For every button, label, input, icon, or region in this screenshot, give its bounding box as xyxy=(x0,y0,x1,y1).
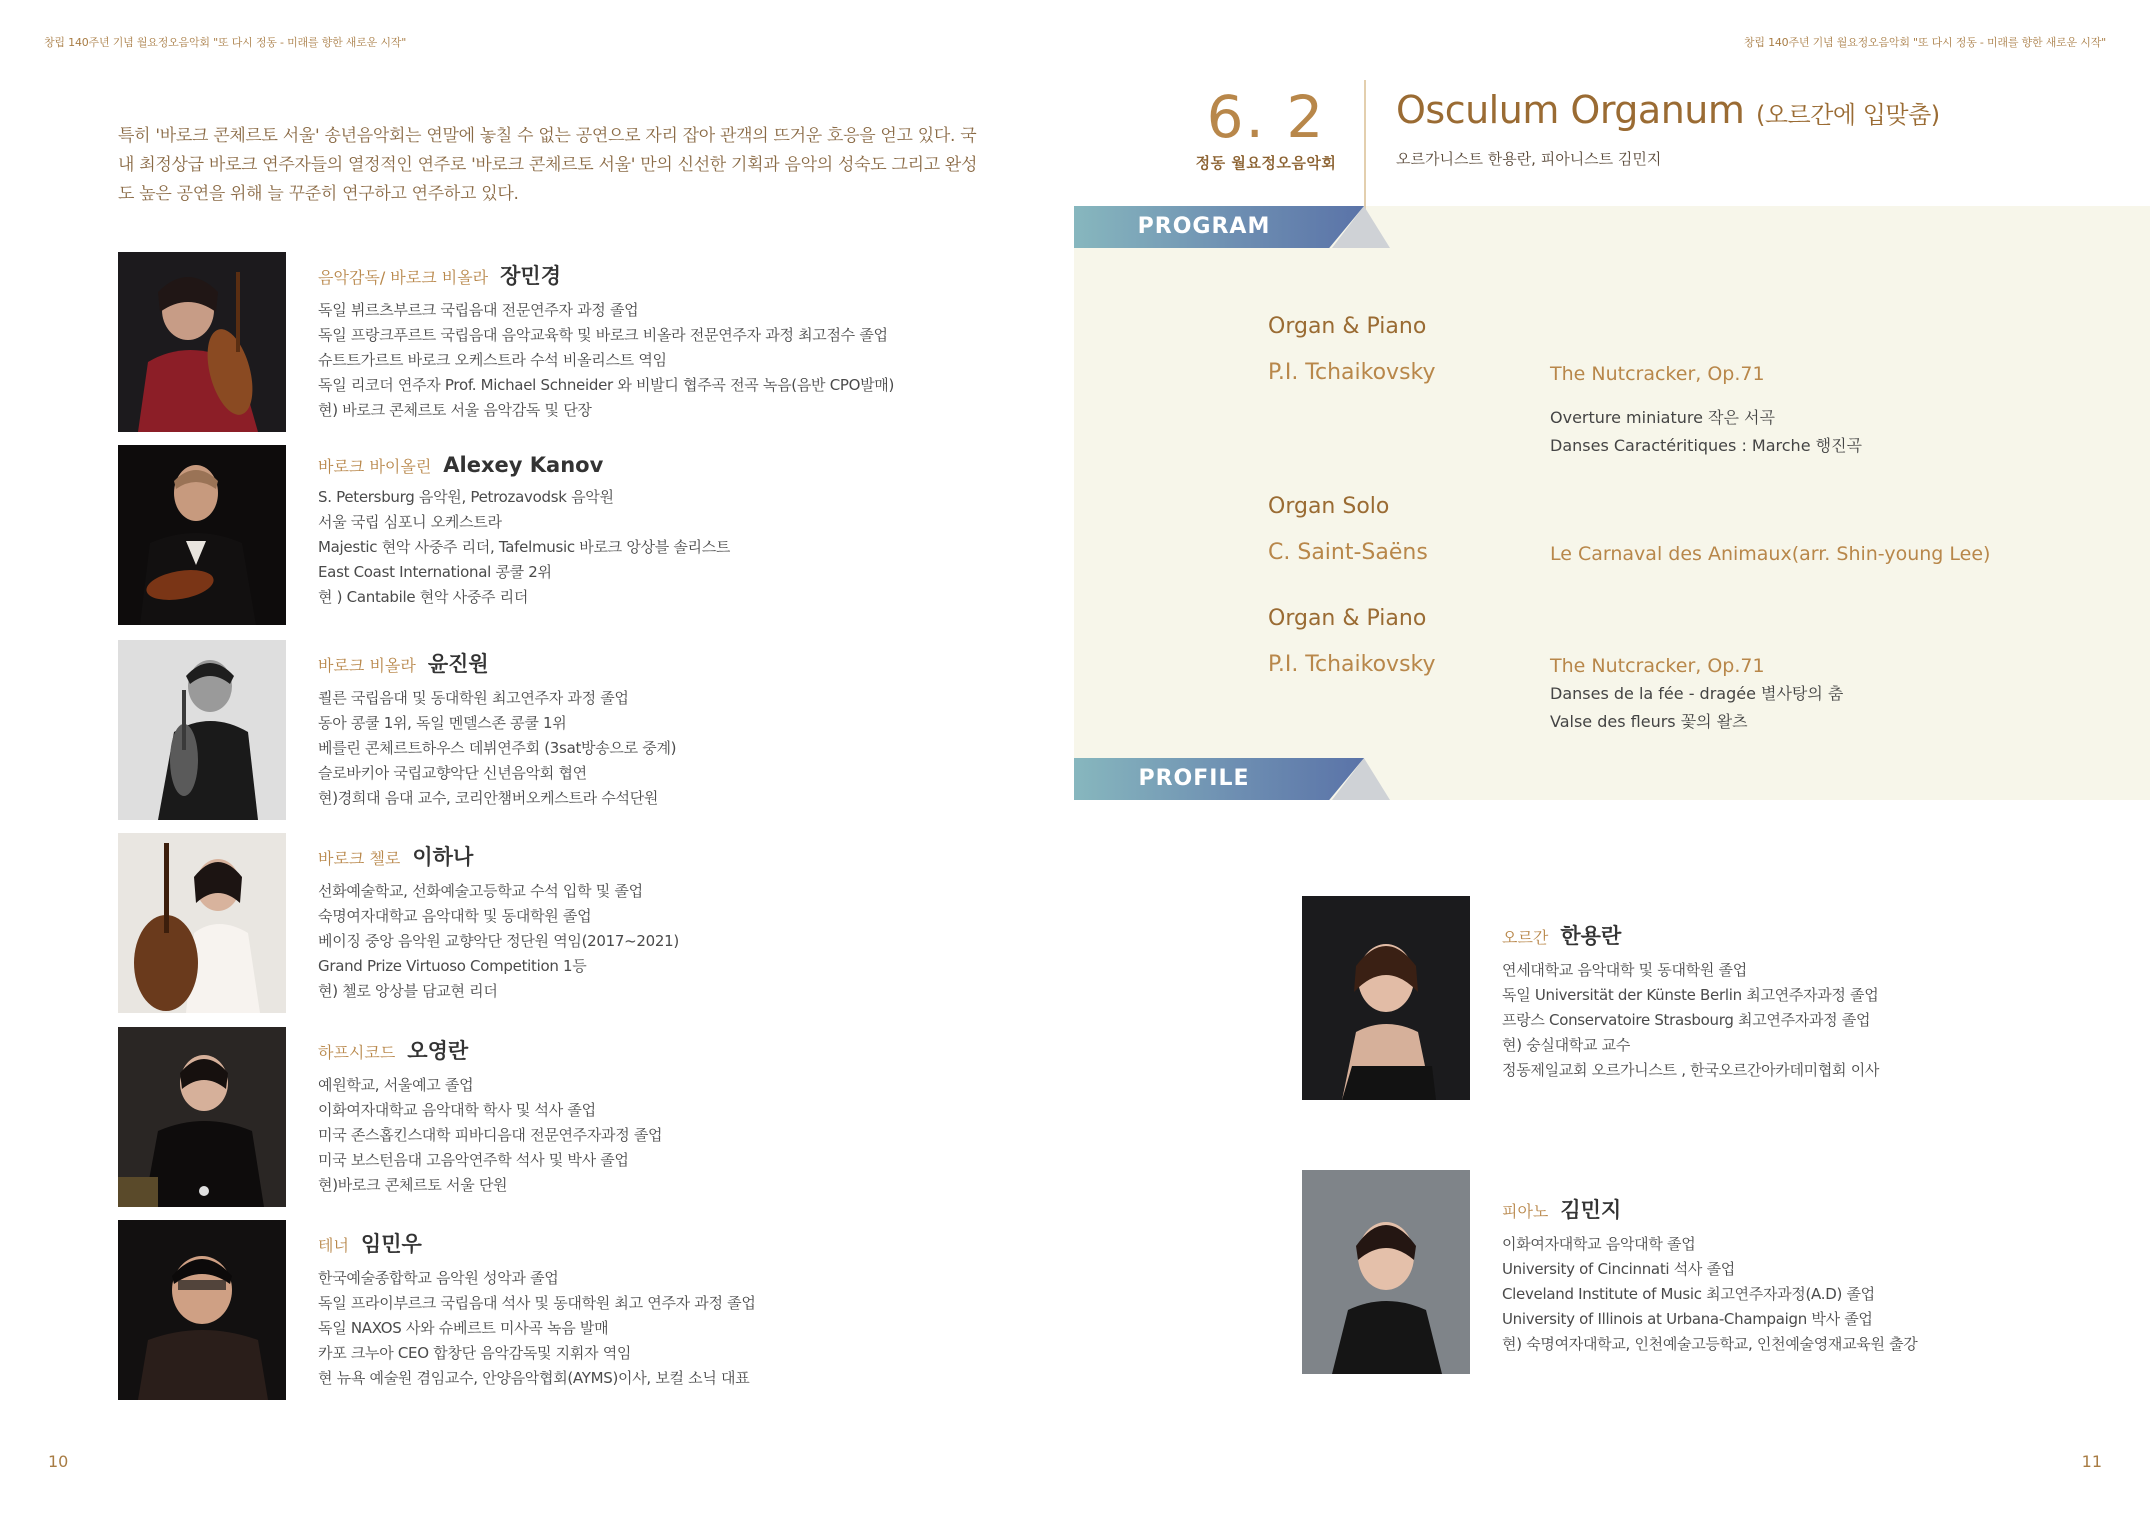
program-work: Le Carnaval des Animaux(arr. Shin-young Lee) xyxy=(1550,543,1991,565)
running-header-left: 창립 140주년 기념 월요정오음악회 "또 다시 정동 - 미래를 향한 새로운 시작" xyxy=(44,36,407,49)
member-bio-line: Majestic 현악 사중주 리더, Tafelmusic 바로크 앙상블 솔리스트 xyxy=(318,538,731,556)
member-bio-line: 독일 리코더 연주자 Prof. Michael Schneider 와 비발디 협주곡 전곡 녹음(음반 CPO발매) xyxy=(318,376,895,394)
profile-bio-line: 정동제일교회 오르가니스트 , 한국오르간아카데미협회 이사 xyxy=(1502,1061,1880,1079)
program-composer: P.I. Tchaikovsky xyxy=(1268,360,1436,385)
member-bio-line: 카포 크누아 CEO 합창단 음악감독및 지휘자 역임 xyxy=(318,1344,632,1362)
concert-title xyxy=(1396,88,1940,132)
member-bio-line: East Coast International 콩쿨 2위 xyxy=(318,563,552,581)
profile-role: 피아노 xyxy=(1502,1202,1549,1221)
intro-paragraph: 특히 '바로크 콘체르토 서울' 송년음악회는 연말에 놓칠 수 없는 공연으로 자리 잡아 관객의 뜨거운 호응을 얻고 있다. 국내 최정상급 바로크 연주자들의 열정적인 연주로 '바로크 콘체르토 서울' 만의 신선한 기획과 음악의 성숙도 그리고 완성도 높은 공연을 위해 늘 꾸준히 연구하고 연주하고 있다. xyxy=(118,126,978,204)
program-tag xyxy=(1074,206,1388,248)
member-bio-line: Grand Prize Virtuoso Competition 1등 xyxy=(318,957,587,975)
member-bio-line: 미국 보스턴음대 고음악연주학 석사 및 박사 졸업 xyxy=(318,1151,629,1169)
date-divider xyxy=(1364,80,1366,210)
profile-bio-line: University of Cincinnati 석사 졸업 xyxy=(1502,1260,1735,1278)
member-bio-line: 서울 국립 심포니 오케스트라 xyxy=(318,513,502,531)
program-movement: Overture miniature 작은 서곡 xyxy=(1550,408,1775,427)
concert-series: 정동 월요정오음악회 xyxy=(1195,154,1337,172)
profile-name: 김민지 xyxy=(1560,1198,1622,1222)
profile-bio-line: Cleveland Institute of Music 최고연주자과정(A.D) 졸업 xyxy=(1502,1285,1875,1303)
member-role: 바로크 바이올린 xyxy=(318,457,432,476)
member-bio-line: 이화여자대학교 음악대학 학사 및 석사 졸업 xyxy=(318,1101,596,1119)
member-bio-line: 독일 프라이부르크 국립음대 석사 및 동대학원 최고 연주자 과정 졸업 xyxy=(318,1294,756,1312)
member-bio-line: 독일 뷔르츠부르크 국립음대 전문연주자 과정 졸업 xyxy=(318,301,639,319)
member-bio-line: 현) 첼로 앙상블 담교현 리더 xyxy=(318,982,498,1000)
profile-bio-line: 현) 숭실대학교 교수 xyxy=(1502,1036,1631,1054)
member-name: 윤진원 xyxy=(427,652,489,676)
member-name: 장민경 xyxy=(500,264,561,288)
profile-card xyxy=(1302,1170,2142,1374)
profile-tag xyxy=(1074,758,1388,800)
profile-bio-line: 독일 Universität der Künste Berlin 최고연주자과정 졸업 xyxy=(1502,986,1879,1004)
member-card xyxy=(118,833,938,1013)
profile-name: 한용란 xyxy=(1560,924,1622,948)
program-movement: Valse des fleurs 꽃의 왈츠 xyxy=(1550,712,1748,731)
member-card xyxy=(118,445,938,625)
member-card xyxy=(118,252,938,432)
member-bio-line: 예원학교, 서울예고 졸업 xyxy=(318,1076,474,1094)
member-photo-cellist xyxy=(118,833,286,1013)
program-movement: Danses Caractéritiques : Marche 행진곡 xyxy=(1550,436,1862,455)
member-bio-line: S. Petersburg 음악원, Petrozavodsk 음악원 xyxy=(318,488,614,506)
member-role: 바로크 비올라 xyxy=(318,656,416,675)
member-bio-line: 독일 NAXOS 사와 슈베르트 미사곡 녹음 발매 xyxy=(318,1319,609,1337)
member-card xyxy=(118,1027,938,1207)
profile-bio-line: 현) 숙명여자대학교, 인천예술고등학교, 인천예술영재교육원 출강 xyxy=(1502,1335,1918,1353)
member-bio-line: 쾰른 국립음대 및 동대학원 최고연주자 과정 졸업 xyxy=(318,689,629,707)
member-photo-tenor xyxy=(118,1220,286,1400)
concert-title-main: Osculum Organum xyxy=(1396,88,1745,132)
profile-bio-line: 프랑스 Conservatoire Strasbourg 최고연주자과정 졸업 xyxy=(1502,1011,1871,1029)
member-role: 음악감독/ 바로크 비올라 xyxy=(318,268,489,287)
member-role: 하프시코드 xyxy=(318,1043,396,1062)
program-composer: C. Saint-Saëns xyxy=(1268,540,1428,565)
member-name: 이하나 xyxy=(412,845,474,869)
member-role: 바로크 첼로 xyxy=(318,849,401,868)
member-photo-violinist xyxy=(118,445,286,625)
profile-card xyxy=(1302,896,2142,1100)
member-bio-line: 베이징 중앙 음악원 교향악단 정단원 역임(2017~2021) xyxy=(318,932,679,950)
concert-performers: 오르가니스트 한용란, 피아니스트 김민지 xyxy=(1396,150,1662,168)
member-name: Alexey Kanov xyxy=(443,453,604,477)
page-number-right: 11 xyxy=(2081,1452,2102,1471)
member-name: 오영란 xyxy=(407,1039,469,1063)
program-work: The Nutcracker, Op.71 xyxy=(1550,363,1765,385)
member-bio-line: 선화예술학교, 선화예술고등학교 수석 입학 및 졸업 xyxy=(318,882,643,900)
profile-role: 오르간 xyxy=(1502,928,1549,947)
profile-bio-line: 연세대학교 음악대학 및 동대학원 졸업 xyxy=(1502,961,1747,979)
program-tag-label: PROGRAM xyxy=(1137,214,1271,239)
concert-date-block xyxy=(1180,82,1352,173)
member-card xyxy=(118,640,938,820)
member-bio-line: 슬로바키아 국립교향악단 신년음악회 협연 xyxy=(318,764,587,782)
profile-tag-label: PROFILE xyxy=(1138,766,1250,791)
running-header-right: 창립 140주년 기념 월요정오음악회 "또 다시 정동 - 미래를 향한 새로운 시작" xyxy=(1743,36,2106,49)
program-section-heading: Organ & Piano xyxy=(1268,314,1427,339)
profile-photo-organist xyxy=(1302,896,1470,1100)
member-photo-violist xyxy=(118,640,286,820)
program-movement: Danses de la fée - dragée 별사탕의 춤 xyxy=(1550,684,1844,703)
page-number-left: 10 xyxy=(48,1452,69,1471)
member-bio-line: 현 ) Cantabile 현악 사중주 리더 xyxy=(318,588,529,606)
member-bio-line: 현 뉴욕 예술원 겸임교수, 안양음악협회(AYMS)이사, 보컬 소닉 대표 xyxy=(318,1369,750,1387)
member-bio-line: 미국 존스홉킨스대학 피바디음대 전문연주자과정 졸업 xyxy=(318,1126,663,1144)
program-work: The Nutcracker, Op.71 xyxy=(1550,655,1765,677)
member-bio-line: 현)경희대 음대 교수, 코리안챔버오케스트라 수석단원 xyxy=(318,789,659,807)
member-role: 테너 xyxy=(318,1236,349,1255)
profile-photo-pianist xyxy=(1302,1170,1470,1374)
member-card xyxy=(118,1220,938,1400)
member-bio-line: 현)바로크 콘체르토 서울 단원 xyxy=(318,1176,508,1194)
member-bio-line: 독일 프랑크푸르트 국립음대 음악교육학 및 바로크 비올라 전문연주자 과정 최고점수 졸업 xyxy=(318,326,888,344)
concert-title-sub: (오르간에 입맞춤) xyxy=(1755,101,1940,129)
member-bio-line: 한국예술종합학교 음악원 성악과 졸업 xyxy=(318,1269,559,1287)
member-photo-violist xyxy=(118,252,286,432)
profile-bio-line: 이화여자대학교 음악대학 졸업 xyxy=(1502,1235,1696,1253)
member-bio-line: 현) 바로크 콘체르토 서울 음악감독 및 단장 xyxy=(318,401,592,419)
profile-bio-line: University of Illinois at Urbana-Champaign 박사 졸업 xyxy=(1502,1310,1873,1328)
member-bio-line: 베를린 콘체르트하우스 데뷔연주회 (3sat방송으로 중계) xyxy=(318,739,677,757)
concert-date: 6. 2 xyxy=(1206,83,1326,151)
member-bio-line: 동아 콩쿨 1위, 독일 멘델스존 콩쿨 1위 xyxy=(318,714,567,732)
member-bio-line: 숙명여자대학교 음악대학 및 동대학원 졸업 xyxy=(318,907,592,925)
program-section-heading: Organ Solo xyxy=(1268,494,1390,519)
program-composer: P.I. Tchaikovsky xyxy=(1268,652,1436,677)
program-section-heading: Organ & Piano xyxy=(1268,606,1427,631)
member-name: 임민우 xyxy=(360,1232,422,1256)
member-photo-harpsichordist xyxy=(118,1027,286,1207)
member-bio-line: 슈트트가르트 바로크 오케스트라 수석 비올리스트 역임 xyxy=(318,351,667,369)
